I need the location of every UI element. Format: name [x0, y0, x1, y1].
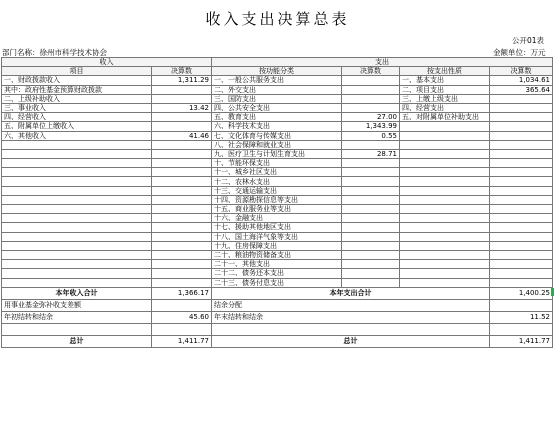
- function-amount: [342, 241, 400, 250]
- table-row: [2, 131, 553, 140]
- function-amount: [342, 85, 400, 94]
- table-row: [2, 278, 553, 287]
- nature-amount: [490, 103, 553, 112]
- function-amount: [342, 205, 400, 214]
- table-row: [2, 113, 553, 122]
- table-row: [2, 76, 553, 85]
- function-item: 十二、农林水支出: [212, 177, 342, 186]
- nature-item: [400, 186, 490, 195]
- balance-allocation-value: [490, 299, 553, 311]
- nature-item: [400, 260, 490, 269]
- income-item: [2, 232, 152, 241]
- nature-item: 二、项目支出: [400, 85, 490, 94]
- table-row: [2, 241, 553, 250]
- nature-amount: [490, 195, 553, 204]
- table-row: [2, 122, 553, 131]
- nature-amount: [490, 278, 553, 287]
- function-item: 二十二、债务还本支出: [212, 269, 342, 278]
- carryover-row: [2, 299, 553, 311]
- table-row: [2, 177, 553, 186]
- nature-amount: [490, 223, 553, 232]
- income-item: 一、财政拨款收入: [2, 76, 152, 85]
- budget-summary-table: [1, 57, 553, 348]
- section-header-row: [2, 58, 553, 67]
- nature-item: [400, 223, 490, 232]
- balance-allocation-label: 结余分配: [212, 299, 490, 311]
- income-amount: [152, 122, 212, 131]
- function-item: 八、社会保障和就业支出: [212, 140, 342, 149]
- nature-item: [400, 195, 490, 204]
- income-amount: [152, 168, 212, 177]
- nature-item: [400, 122, 490, 131]
- income-item: [2, 168, 152, 177]
- income-amount: 1,311.29: [152, 76, 212, 85]
- function-item: 二十三、债务付息支出: [212, 278, 342, 287]
- function-amount: [342, 214, 400, 223]
- grand-total-income-label: 总计: [2, 335, 152, 347]
- nature-amount: [490, 149, 553, 158]
- nature-amount: [490, 214, 553, 223]
- function-item: 十三、交通运输支出: [212, 186, 342, 195]
- function-item: 九、医疗卫生与计划生育支出: [212, 149, 342, 158]
- function-amount: [342, 278, 400, 287]
- function-amount: [342, 159, 400, 168]
- report-title: 收入支出决算总表: [205, 10, 350, 28]
- income-item: 其中：政府性基金预算财政拨款: [2, 85, 152, 94]
- table-row: [2, 269, 553, 278]
- nature-item: [400, 159, 490, 168]
- income-item: [2, 250, 152, 259]
- function-item: 二十、粮油物资储备支出: [212, 250, 342, 259]
- nature-item: [400, 140, 490, 149]
- income-amount: [152, 195, 212, 204]
- grand-total-expense-label: 总计: [212, 335, 490, 347]
- table-row: [2, 186, 553, 195]
- expense-section-header: 支出: [212, 58, 553, 67]
- fund-offset-value: [152, 299, 212, 311]
- form-code: 公开01表: [512, 36, 545, 45]
- income-amount: 13.42: [152, 103, 212, 112]
- income-item: [2, 278, 152, 287]
- nature-item: 三、上缴上级支出: [400, 94, 490, 103]
- grand-total-income-value: 1,411.77: [152, 335, 212, 347]
- income-amount: [152, 177, 212, 186]
- income-item: 四、经营收入: [2, 113, 152, 122]
- income-item: [2, 140, 152, 149]
- nature-item: [400, 278, 490, 287]
- function-amount: 1,343.99: [342, 122, 400, 131]
- table-row: [2, 250, 553, 259]
- income-amount: 41.46: [152, 131, 212, 140]
- table-row: [2, 140, 553, 149]
- function-item: 十七、援助其他地区支出: [212, 223, 342, 232]
- function-item: 一、一般公共服务支出: [212, 76, 342, 85]
- income-amount: [152, 250, 212, 259]
- nature-amount: [490, 186, 553, 195]
- nature-amount: [490, 250, 553, 259]
- function-amount: [342, 250, 400, 259]
- nature-amount: 365.64: [490, 85, 553, 94]
- nature-item: [400, 269, 490, 278]
- income-amount: [152, 85, 212, 94]
- nature-item: 五、对附属单位补助支出: [400, 113, 490, 122]
- function-amount: [342, 76, 400, 85]
- function-item: 十五、商业服务业等支出: [212, 205, 342, 214]
- income-amount: [152, 159, 212, 168]
- function-amount: [342, 223, 400, 232]
- nature-amount: [490, 122, 553, 131]
- table-row: [2, 149, 553, 158]
- function-item: 三、国防支出: [212, 94, 342, 103]
- nature-item: [400, 149, 490, 158]
- income-item: [2, 205, 152, 214]
- nature-amount: [490, 241, 553, 250]
- function-amount: [342, 177, 400, 186]
- function-item: 六、科学技术支出: [212, 122, 342, 131]
- nature-amount: [490, 260, 553, 269]
- nature-item: 四、经营支出: [400, 103, 490, 112]
- income-amount: [152, 278, 212, 287]
- function-amount: [342, 232, 400, 241]
- income-section-header: 收入: [2, 58, 212, 67]
- function-item: 十八、国土海洋气象等支出: [212, 232, 342, 241]
- income-amount: [152, 205, 212, 214]
- income-item: [2, 149, 152, 158]
- col-header-amount: 决算数: [342, 67, 400, 76]
- table-row: [2, 103, 553, 112]
- begin-balance-value: 45.60: [152, 311, 212, 323]
- end-balance-label: 年末结转和结余: [212, 311, 490, 323]
- function-item: 十一、城乡社区支出: [212, 168, 342, 177]
- function-amount: [342, 186, 400, 195]
- income-item: [2, 195, 152, 204]
- table-row: [2, 195, 553, 204]
- income-item: 五、附属单位上缴收入: [2, 122, 152, 131]
- col-header-amount: 决算数: [490, 67, 553, 76]
- function-item: 七、文化体育与传媒支出: [212, 131, 342, 140]
- col-header-item: 项目: [2, 67, 152, 76]
- nature-item: [400, 168, 490, 177]
- income-amount: [152, 260, 212, 269]
- nature-amount: [490, 168, 553, 177]
- nature-amount: [490, 131, 553, 140]
- col-header-by-function: 按功能分类: [212, 67, 342, 76]
- nature-item: [400, 241, 490, 250]
- nature-item: [400, 250, 490, 259]
- function-item: 二十一、其他支出: [212, 260, 342, 269]
- function-item: 二、外交支出: [212, 85, 342, 94]
- income-amount: [152, 186, 212, 195]
- income-amount: [152, 241, 212, 250]
- function-item: 十、节能环保支出: [212, 159, 342, 168]
- table-row: [2, 214, 553, 223]
- income-amount: [152, 94, 212, 103]
- nature-amount: [490, 159, 553, 168]
- function-item: 十四、资源勘探信息等支出: [212, 195, 342, 204]
- income-amount: [152, 140, 212, 149]
- cell-selection-marker: [551, 288, 554, 296]
- nature-amount: 1,034.61: [490, 76, 553, 85]
- expense-total-label: 本年支出合计: [212, 287, 490, 299]
- income-item: 三、事业收入: [2, 103, 152, 112]
- function-amount: [342, 260, 400, 269]
- income-amount: [152, 223, 212, 232]
- function-item: 五、教育支出: [212, 113, 342, 122]
- income-item: [2, 269, 152, 278]
- income-total-value: 1,366.17: [152, 287, 212, 299]
- income-item: [2, 260, 152, 269]
- table-row: [2, 94, 553, 103]
- spacer-row: [2, 323, 553, 335]
- amount-unit: 金额单位：万元: [493, 48, 546, 57]
- column-header-row: [2, 67, 553, 76]
- nature-item: 一、基本支出: [400, 76, 490, 85]
- table-row: [2, 260, 553, 269]
- function-amount: [342, 103, 400, 112]
- nature-amount: [490, 269, 553, 278]
- function-amount: 0.55: [342, 131, 400, 140]
- balance-row: [2, 311, 553, 323]
- col-header-amount: 决算数: [152, 67, 212, 76]
- end-balance-value: 11.52: [490, 311, 553, 323]
- table-row: [2, 232, 553, 241]
- nature-amount: [490, 205, 553, 214]
- income-amount: [152, 214, 212, 223]
- function-amount: [342, 269, 400, 278]
- income-total-label: 本年收入合计: [2, 287, 152, 299]
- table-row: [2, 205, 553, 214]
- grand-total-row: [2, 335, 553, 347]
- function-amount: 28.71: [342, 149, 400, 158]
- income-amount: [152, 269, 212, 278]
- grand-total-expense-value: 1,411.77: [490, 335, 553, 347]
- function-amount: [342, 168, 400, 177]
- nature-amount: [490, 177, 553, 186]
- income-item: [2, 241, 152, 250]
- expense-total-value: 1,400.25: [490, 287, 553, 299]
- function-amount: 27.00: [342, 113, 400, 122]
- income-item: [2, 159, 152, 168]
- function-item: 四、公共安全支出: [212, 103, 342, 112]
- function-amount: [342, 140, 400, 149]
- function-item: 十九、住房保障支出: [212, 241, 342, 250]
- income-amount: [152, 113, 212, 122]
- income-item: [2, 214, 152, 223]
- nature-amount: [490, 94, 553, 103]
- income-item: [2, 223, 152, 232]
- income-amount: [152, 149, 212, 158]
- income-item: [2, 186, 152, 195]
- fund-offset-label: 用事业基金弥补收支差额: [2, 299, 152, 311]
- nature-item: [400, 177, 490, 186]
- nature-item: [400, 131, 490, 140]
- function-item: 十六、金融支出: [212, 214, 342, 223]
- col-header-by-nature: 按支出性质: [400, 67, 490, 76]
- income-item: [2, 177, 152, 186]
- nature-amount: [490, 140, 553, 149]
- table-row: [2, 159, 553, 168]
- function-amount: [342, 94, 400, 103]
- function-amount: [342, 195, 400, 204]
- nature-item: [400, 205, 490, 214]
- begin-balance-label: 年初结转和结余: [2, 311, 152, 323]
- nature-amount: [490, 113, 553, 122]
- nature-item: [400, 214, 490, 223]
- nature-amount: [490, 232, 553, 241]
- department-name: 部门名称：徐州市科学技术协会: [2, 48, 107, 57]
- income-item: 六、其他收入: [2, 131, 152, 140]
- nature-item: [400, 232, 490, 241]
- table-row: [2, 85, 553, 94]
- table-row: [2, 168, 553, 177]
- annual-total-row: [2, 287, 553, 299]
- income-amount: [152, 232, 212, 241]
- income-item: 二、上级补助收入: [2, 94, 152, 103]
- table-row: [2, 223, 553, 232]
